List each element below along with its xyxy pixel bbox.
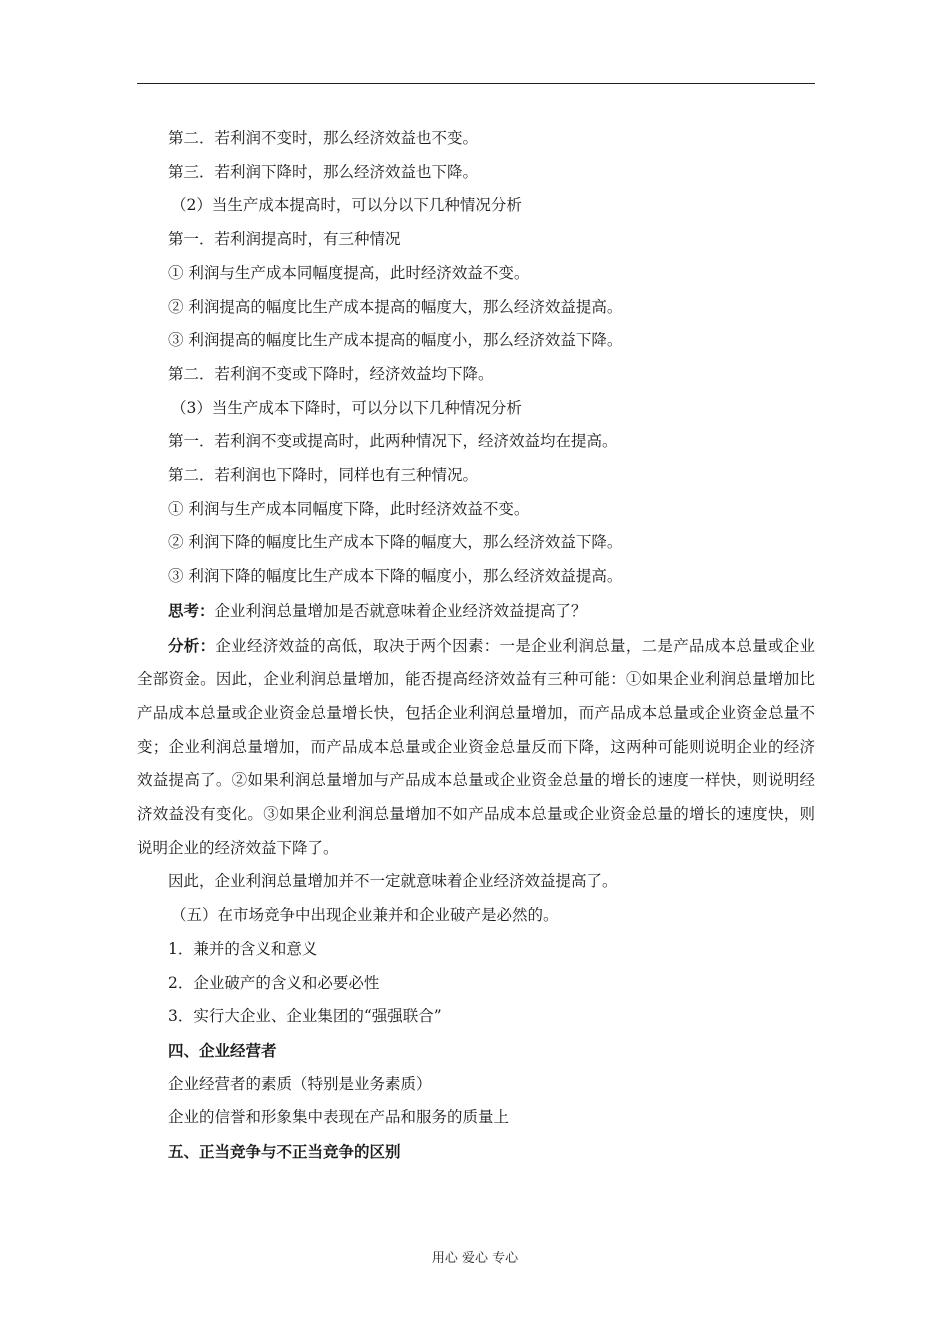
list-item: ① 利润与生产成本同幅度提高，此时经济效益不变。 [168,263,530,282]
heading-five: 五、正当竞争与不正当竞争的区别 [168,1142,401,1162]
conclusion-line: 因此，企业利润总量增加并不一定就意味着企业经济效益提高了。 [168,872,618,891]
analysis-paragraph [137,629,815,866]
subsection-heading: （2）当生产成本提高时，可以分以下几种情况分析 [171,196,522,215]
list-item: ① 利润与生产成本同幅度下降，此时经济效益不变。 [168,499,530,518]
text-line: 第二．若利润不变时，那么经济效益也不变。 [168,129,479,147]
think-label: 思考： [168,600,215,620]
document-body [137,122,815,1169]
text-line: 第三．若利润下降时，那么经济效益也下降。 [168,162,479,181]
think-question [137,594,815,629]
list-item: 2．企业破产的含义和必要必性 [168,973,380,992]
list-item: 1．兼并的含义和意义 [168,939,318,958]
analysis-text: 企业经济效益的高低，取决于两个因素：一是企业利润总量，二是产品成本总量或企业全部资金。因此，企业利润总量增加，能否提高经济效益有三种可能：①如果企业利润总量增加比产品成本总量或企业资金总量增长快，包括企业利润总量增加，而产品成本总量或企业资金总量不变；企业利润总量增加，而产品成本总量或企业资金总量反而下降，这两种可能则说明企业的经济效益提高了。②如果利润总量增加与产品成本总量或企业资金总量的增长的速度一样快，则说明经济效益没有变化。③如果企业利润总量增加不如产品成本总量或企业资金总量的增长的速度快，则说明企业的经济效益下降了。 [137,636,815,857]
header-rule [137,83,815,84]
text-line: 企业的信誉和形象集中表现在产品和服务的质量上 [168,1108,510,1127]
list-item: ③ 利润提高的幅度比生产成本提高的幅度小，那么经济效益下降。 [168,331,623,350]
list-item: 3．实行大企业、企业集团的“强强联合” [168,1007,442,1026]
list-item: ③ 利润下降的幅度比生产成本下降的幅度小，那么经济效益提高。 [168,567,623,586]
analysis-label: 分析： [168,635,216,655]
text-line: 企业经营者的素质（特别是业务素质） [168,1074,432,1093]
text-line: 第一．若利润不变或提高时，此两种情况下，经济效益均在提高。 [168,432,618,451]
think-text: 企业利润总量增加是否就意味着企业经济效益提高了？ [214,601,587,620]
text-line: 第二．若利润不变或下降时，经济效益均下降。 [168,364,494,383]
list-item: ② 利润下降的幅度比生产成本下降的幅度大，那么经济效益下降。 [168,533,623,552]
text-line: 第一．若利润提高时，有三种情况 [168,230,401,249]
section-five-title: （五）在市场竞争中出现企业兼并和企业破产是必然的。 [171,906,559,925]
subsection-heading: （3）当生产成本下降时，可以分以下几种情况分析 [171,398,522,417]
text-line: 第二．若利润也下降时，同样也有三种情况。 [168,466,479,485]
list-item: ② 利润提高的幅度比生产成本提高的幅度大，那么经济效益提高。 [168,297,623,316]
page-footer: 用心 爱心 专心 [431,1251,519,1266]
heading-four: 四、企业经营者 [168,1040,277,1060]
